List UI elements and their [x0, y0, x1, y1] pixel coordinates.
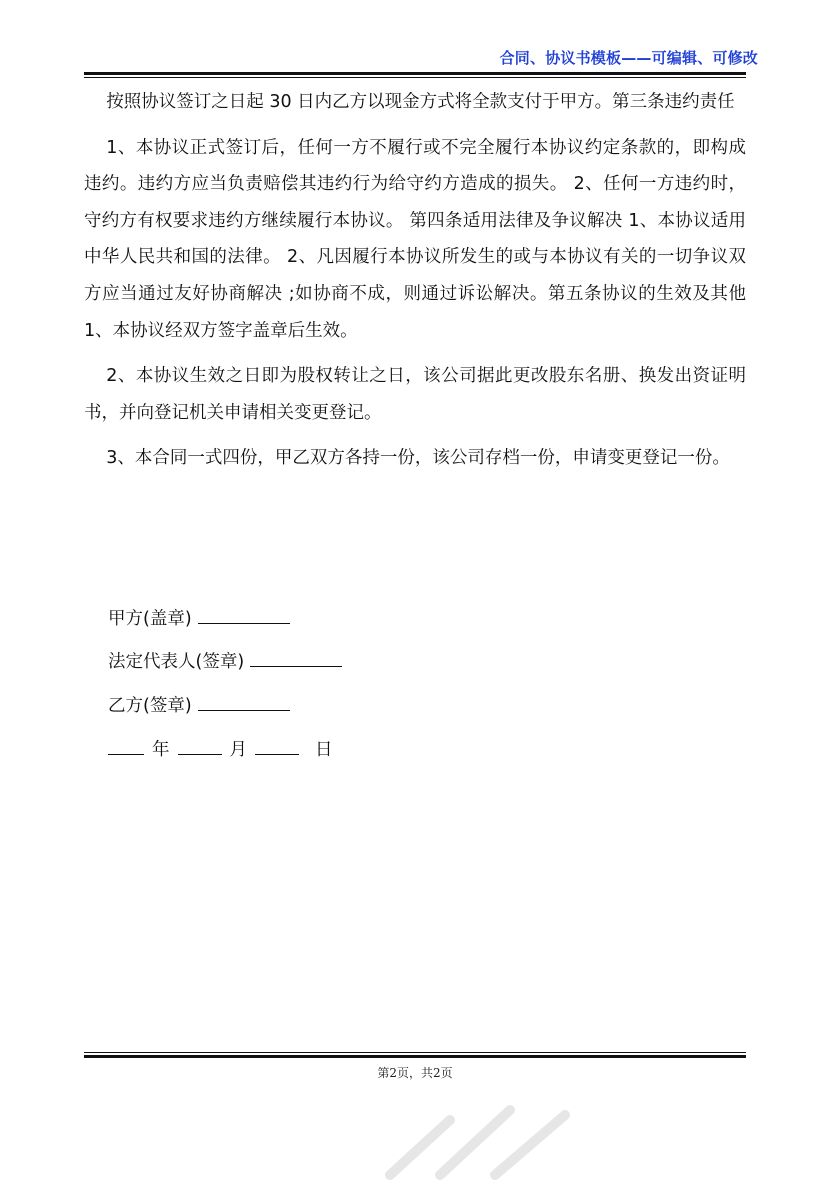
header-title: 合同、协议书模板——可编辑、可修改	[499, 49, 758, 67]
date-month-blank	[178, 740, 222, 755]
page-number: 第2页，共2页	[377, 1066, 453, 1080]
watermark-graphic	[380, 1090, 580, 1180]
date-line	[108, 736, 333, 761]
paragraph-copies: 3、本合同一式四份，甲乙双方各持一份，该公司存档一份，申请变更登记一份。	[106, 448, 730, 469]
paragraph-payment: 按照协议签订之日起 30 日内乙方以现金方式将全款支付于甲方。第三条违约责任	[106, 92, 735, 112]
paragraph-breach-and-law: 1、本协议正式签订后，任何一方不履行或不完全履行本协议约定条款的，即构成违约。违约方应当负责赔偿其违约行为给守约方造成的损失。 2、任何一方违约时，守约方有权要求违约方继续履行本协议。 第四条适用法律及争议解决 1、本协议适用中华人民共和国的法律。 2、凡因履行本协议所发生的或与本协议有关的一切争议双方应当通过友好协商解决 ;如协商不成，则通过诉讼解决。第五条协议的生效及其他 1、本协议经双方签字盖章后生效。	[84, 137, 746, 341]
date-year-blank	[108, 740, 144, 755]
date-year-label: 年	[152, 740, 170, 760]
signature-party-a-blank	[198, 607, 290, 624]
document-body	[84, 84, 746, 477]
signature-legal-rep	[108, 648, 342, 673]
signature-party-a	[108, 605, 290, 630]
signature-party-b	[108, 692, 290, 717]
footer-rule-thin	[84, 1052, 746, 1053]
date-day-label: 日	[315, 740, 333, 760]
header-rule-thin	[84, 77, 746, 78]
signature-party-b-blank	[198, 694, 290, 711]
signature-party-a-label: 甲方(盖章)	[108, 609, 192, 629]
header-rule-thick	[84, 72, 746, 75]
signature-party-b-label: 乙方(签章)	[108, 696, 192, 716]
signature-legal-rep-label: 法定代表人(签章)	[108, 652, 245, 672]
paragraph-effective-date: 2、本协议生效之日即为股权转让之日，该公司据此更改股东名册、换发出资证明书，并向登记机关申请相关变更登记。	[84, 366, 746, 423]
footer-rule-thick	[84, 1055, 746, 1058]
signature-legal-rep-blank	[250, 650, 342, 667]
date-day-blank	[255, 740, 299, 755]
date-month-label: 月	[229, 740, 247, 760]
